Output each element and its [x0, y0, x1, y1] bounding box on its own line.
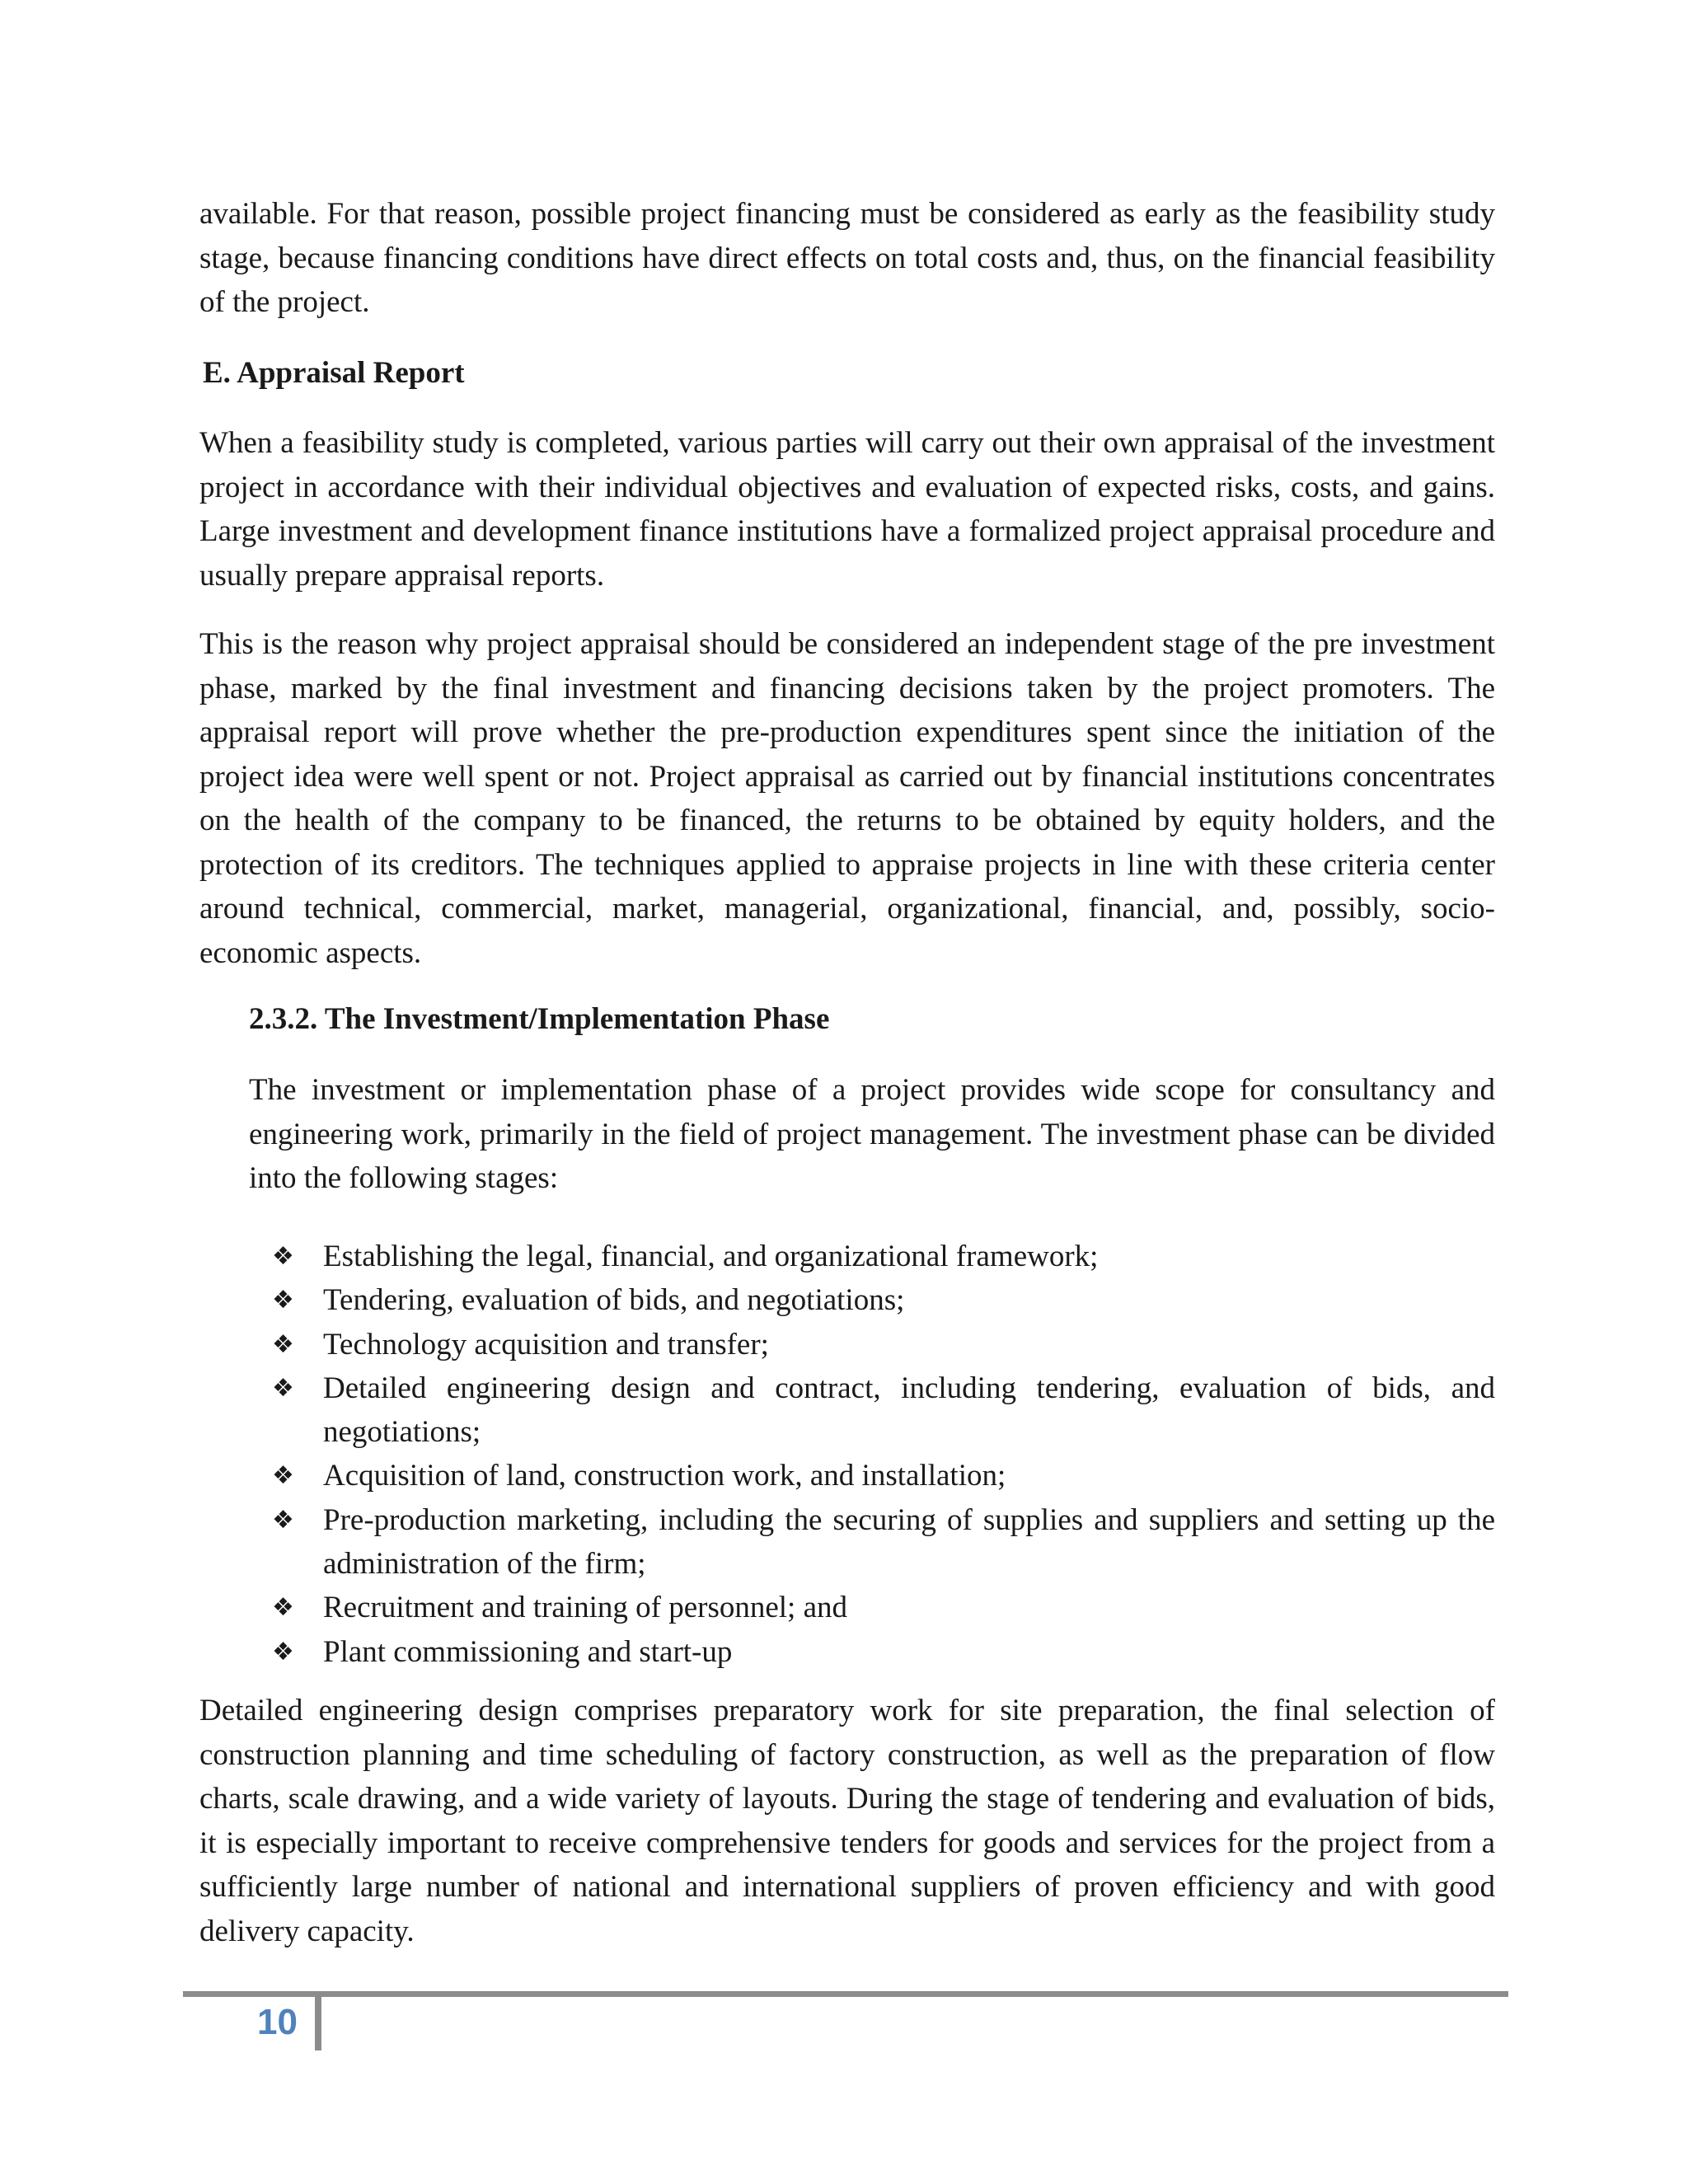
list-item-text: Establishing the legal, financial, and organizational framework; [323, 1240, 1099, 1273]
list-item-text: Tendering, evaluation of bids, and negotiations; [323, 1283, 905, 1318]
diamond-bullet-icon: ❖ [272, 1286, 294, 1315]
list-item [272, 1498, 1495, 1586]
list-item-text: Pre-production marketing, including the securing of supplies and suppliers and setting up the administration of the firm; [323, 1502, 1495, 1582]
list-item-text: Acquisition of land, construction work, and installation; [323, 1459, 1006, 1493]
paragraph-investment-phase-intro: The investment or implementation phase of a project provides wide scope for consultancy and engineering work, primarily in the field of project management. The investment phase can be divided into the following stages: [249, 1073, 1495, 1195]
list-item [272, 1366, 1495, 1455]
list-item [272, 1235, 1495, 1278]
page-number: 10 [257, 2002, 298, 2042]
investment-stages-list [272, 1235, 1495, 1674]
footer-horizontal-rule [183, 1991, 1508, 1997]
list-item [272, 1323, 1495, 1366]
paragraph-appraisal-reason: This is the reason why project appraisal should be considered an independent stage of the pre investment phase, marked by the final investment and financing decisions taken by the project promoters. The appraisal report will prove whether the pre-production expenditures spent since the initiation of the project idea were well spent or not. Project appraisal as carried out by financial institutions concentrates on the health of the company to be financed, the returns to be obtained by equity holders, and the protection of its creditors. The techniques applied to appraise projects in line with these criteria center around technical, commercial, market, managerial, organizational, financial, and, possibly, socio-economic aspects. [199, 627, 1495, 970]
diamond-bullet-icon: ❖ [272, 1637, 294, 1666]
diamond-bullet-icon: ❖ [272, 1593, 294, 1623]
list-item [272, 1278, 1495, 1322]
paragraph-appraisal-intro: When a feasibility study is completed, various parties will carry out their own appraisal of the investment project in accordance with their individual objectives and evaluation of expected risks, costs, and gains. Large investment and development finance institutions have a formalized project appraisal procedure and usually prepare appraisal reports. [199, 426, 1495, 593]
diamond-bullet-icon: ❖ [272, 1329, 294, 1359]
footer-vertical-rule [315, 1996, 321, 2050]
list-item-text: Recruitment and training of personnel; and [323, 1591, 848, 1625]
list-item [272, 1586, 1495, 1629]
list-item-text: Technology acquisition and transfer; [323, 1327, 769, 1361]
heading-investment-phase: 2.3.2. The Investment/Implementation Phase [249, 1002, 830, 1036]
heading-appraisal-report: E. Appraisal Report [203, 356, 465, 390]
diamond-bullet-icon: ❖ [272, 1242, 294, 1271]
list-item-text: Detailed engineering design and contract, including tendering, evaluation of bids, and negotiations; [323, 1371, 1495, 1450]
list-item [272, 1454, 1495, 1497]
diamond-bullet-icon: ❖ [272, 1461, 294, 1491]
paragraph-detailed-engineering: Detailed engineering design comprises preparatory work for site preparation, the final selection of construction planning and time scheduling of factory construction, as well as the preparation of flow charts, scale drawing, and a wide variety of layouts. During the stage of tendering and evaluation of bids, it is especially important to receive comprehensive tenders for goods and services for the project from a sufficiently large number of national and international suppliers of proven efficiency and with good delivery capacity. [199, 1694, 1495, 1948]
paragraph-financing-continuation: available. For that reason, possible project financing must be considered as early as the feasibility study stage, because financing conditions have direct effects on total costs and, thus, on the financial feasibility of the project. [199, 197, 1495, 319]
list-item [272, 1630, 1495, 1674]
diamond-bullet-icon: ❖ [272, 1373, 294, 1403]
list-item-text: Plant commissioning and start-up [323, 1634, 733, 1669]
diamond-bullet-icon: ❖ [272, 1505, 294, 1535]
